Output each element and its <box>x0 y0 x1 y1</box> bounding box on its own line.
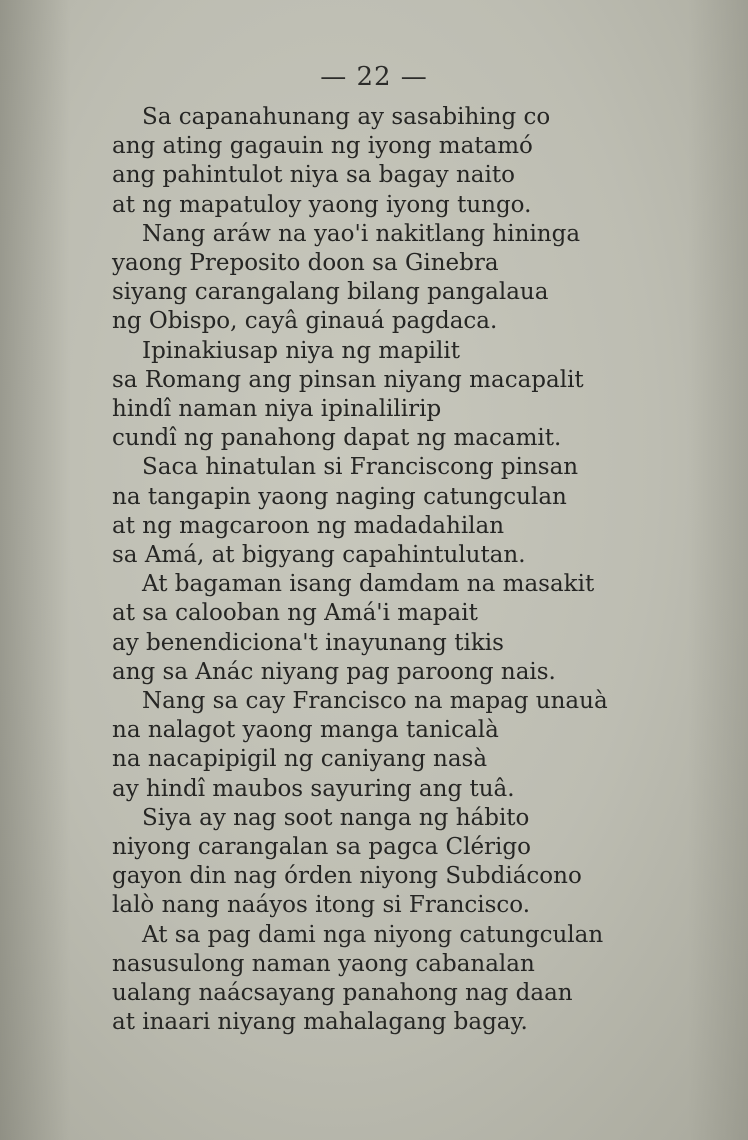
stanza-line: lalò nang naáyos itong si Francisco. <box>112 892 531 919</box>
stanza-line: at ng mapatuloy yaong iyong tungo. <box>112 191 532 218</box>
stanza-line: ng Obispo, cayâ ginauá pagdaca. <box>112 308 498 335</box>
stanza-line: na nacapipigil ng caniyang nasà <box>112 746 488 773</box>
stanza-line: Nang sa cay Francisco na mapag unauà <box>142 688 608 715</box>
stanza-line: sa Amá, at bigyang capahintulutan. <box>112 542 526 569</box>
stanza-line: at sa calooban ng Amá'i mapait <box>112 600 478 627</box>
stanza-line: cundî ng panahong dapat ng macamit. <box>112 425 562 452</box>
stanza-line: na nalagot yaong manga tanicalà <box>112 717 499 744</box>
stanza-line: niyong carangalan sa pagca Clérigo <box>112 834 531 861</box>
stanza-line: ualang naácsayang panahong nag daan <box>112 980 573 1007</box>
stanza-line: hindî naman niya ipinalilirip <box>112 396 442 423</box>
stanza <box>112 453 712 570</box>
stanza-line: At sa pag dami nga niyong catungculan <box>142 921 604 948</box>
stanza-line: Sa capanahunang ay sasabihing co <box>142 104 551 130</box>
stanza-line: ang pahintulot niya sa bagay naito <box>112 162 515 189</box>
page-number: — 22 — <box>320 62 428 92</box>
stanza <box>112 921 712 1038</box>
stanza <box>112 220 712 337</box>
stanza-line: ay hindî maubos sayuring ang tuâ. <box>112 775 515 802</box>
stanza-line: yaong Preposito doon sa Ginebra <box>112 250 499 277</box>
stanza-line: ang ating gagauin ng iyong matamó <box>112 133 533 160</box>
stanza-line: at inaari niyang mahalagang bagay. <box>112 1009 528 1036</box>
stanza <box>112 337 712 454</box>
stanza-line: ang sa Anác niyang pag paroong nais. <box>112 658 556 685</box>
stanza-line: nasusulong naman yaong cabanalan <box>112 950 535 977</box>
stanza-line: At bagaman isang damdam na masakit <box>142 571 595 598</box>
stanza-line: at ng magcaroon ng madadahilan <box>112 512 505 539</box>
stanza-line: siyang carangalang bilang pangalaua <box>112 279 549 306</box>
stanza-line: gayon din nag órden niyong Subdiácono <box>112 863 582 890</box>
stanza-line: Ipinakiusap niya ng mapilit <box>142 337 460 364</box>
stanza <box>112 687 712 804</box>
stanza <box>112 103 712 220</box>
stanza <box>112 804 712 921</box>
stanza-line: Siya ay nag soot nanga ng hábito <box>142 804 530 831</box>
stanza <box>112 570 712 687</box>
page-edge-shadow-left <box>0 0 70 1140</box>
stanza-line: Nang aráw na yao'i nakitlang hininga <box>142 220 581 247</box>
stanza-line: Saca hinatulan si Franciscong pinsan <box>142 454 579 481</box>
stanza-line: sa Romang ang pinsan niyang macapalit <box>112 366 584 393</box>
stanza-line: na tangapin yaong naging catungculan <box>112 483 567 510</box>
stanza-line: ay benendiciona't inayunang tikis <box>112 629 504 656</box>
poem-body <box>112 103 712 1038</box>
